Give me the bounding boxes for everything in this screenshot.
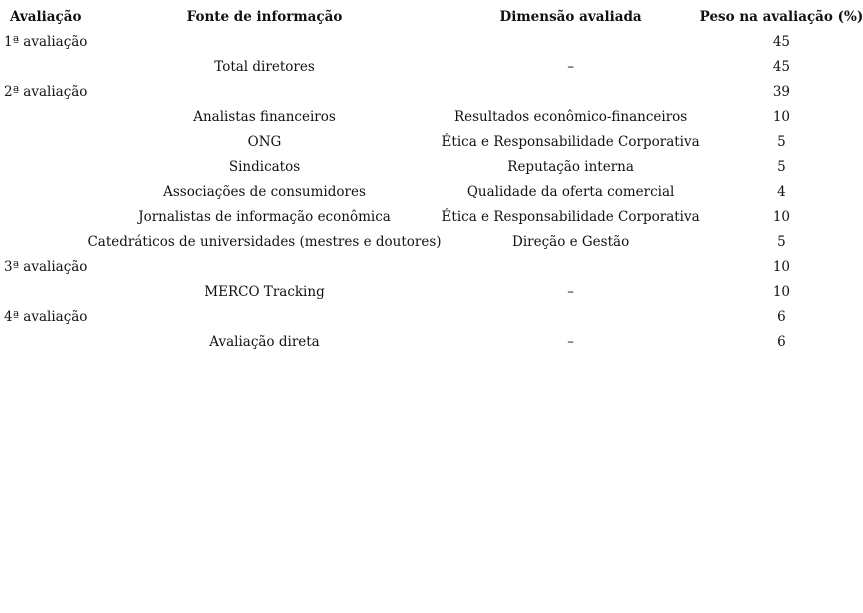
cell-peso: 6 — [777, 334, 786, 350]
cell-avaliacao — [4, 130, 87, 155]
table-row — [4, 155, 863, 180]
cell-dimensao: Qualidade da oferta comercial — [466, 184, 675, 200]
cell-peso: 5 — [777, 234, 786, 250]
cell-peso: 5 — [777, 159, 786, 175]
cell-dimensao — [442, 305, 700, 330]
table-header-row — [4, 5, 863, 30]
cell-dimensao: Ética e Responsabilidade Corporativa — [441, 134, 700, 150]
cell-fonte: Analistas financeiros — [193, 109, 336, 125]
table-row — [4, 30, 863, 55]
table-row — [4, 55, 863, 80]
table-row — [4, 205, 863, 230]
table-row — [4, 130, 863, 155]
table-row — [4, 230, 863, 255]
cell-avaliacao — [4, 330, 87, 355]
cell-peso: 45 — [772, 34, 791, 50]
cell-peso: 5 — [777, 134, 786, 150]
cell-peso: 10 — [772, 209, 791, 225]
table-row — [4, 330, 863, 355]
cell-fonte: Jornalistas de informação econômica — [138, 209, 391, 225]
cell-dimensao: Resultados econômico-financeiros — [453, 109, 688, 125]
table-row — [4, 105, 863, 130]
cell-peso: 6 — [777, 309, 786, 325]
cell-fonte: MERCO Tracking — [204, 284, 325, 300]
cell-dimensao: Ética e Responsabilidade Corporativa — [441, 209, 700, 225]
cell-avaliacao — [4, 155, 87, 180]
table-row — [4, 180, 863, 205]
cell-dimensao: Reputação interna — [507, 159, 634, 175]
cell-avaliacao — [4, 105, 87, 130]
cell-fonte: ONG — [247, 134, 282, 150]
column-header-fonte: Fonte de informação — [186, 9, 343, 25]
cell-peso: 39 — [772, 84, 791, 100]
cell-dimensao — [442, 255, 700, 280]
cell-peso: 4 — [777, 184, 786, 200]
table-row — [4, 255, 863, 280]
cell-dimensao: – — [567, 59, 574, 75]
column-header-peso: Peso na avaliação (%) — [699, 9, 863, 25]
column-header-avaliacao: Avaliação — [9, 9, 82, 25]
cell-fonte — [87, 255, 441, 280]
cell-avaliacao — [4, 55, 87, 80]
table-row — [4, 280, 863, 305]
cell-peso: 45 — [772, 59, 791, 75]
cell-avaliacao: 3ª avaliação — [4, 259, 88, 275]
cell-dimensao: Direção e Gestão — [512, 234, 630, 250]
cell-dimensao — [442, 30, 700, 55]
cell-fonte: Avaliação direta — [209, 334, 320, 350]
cell-fonte: Total diretores — [214, 59, 315, 75]
cell-fonte: Catedráticos de universidades (mestres e doutores) — [87, 234, 442, 250]
cell-dimensao — [442, 80, 700, 105]
column-header-dimensao: Dimensão avaliada — [499, 9, 642, 25]
cell-fonte — [87, 305, 441, 330]
table-body — [4, 30, 863, 355]
cell-avaliacao — [4, 230, 87, 255]
cell-avaliacao — [4, 205, 87, 230]
cell-peso: 10 — [772, 284, 791, 300]
cell-dimensao: – — [567, 284, 574, 300]
cell-fonte — [87, 80, 441, 105]
cell-peso: 10 — [772, 109, 791, 125]
table-row — [4, 80, 863, 105]
cell-avaliacao: 4ª avaliação — [4, 309, 88, 325]
cell-fonte — [87, 30, 441, 55]
evaluation-weights-table — [4, 5, 863, 355]
cell-avaliacao: 2ª avaliação — [4, 84, 88, 100]
cell-avaliacao — [4, 180, 87, 205]
cell-fonte: Associações de consumidores — [163, 184, 366, 200]
cell-fonte: Sindicatos — [228, 159, 301, 175]
table-row — [4, 305, 863, 330]
cell-dimensao: – — [567, 334, 574, 350]
cell-peso: 10 — [772, 259, 791, 275]
cell-avaliacao — [4, 280, 87, 305]
cell-avaliacao: 1ª avaliação — [4, 34, 88, 50]
